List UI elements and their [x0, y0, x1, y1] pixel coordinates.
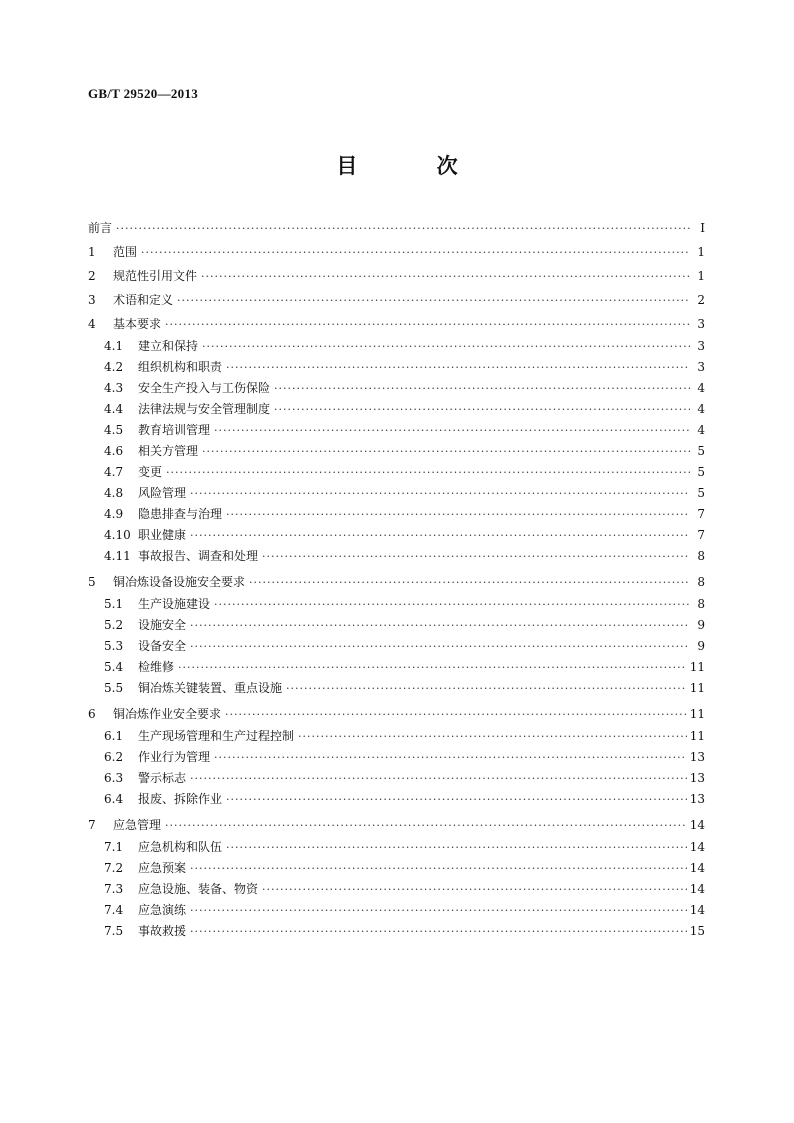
toc-entry-page: 14 — [689, 882, 705, 896]
toc-entry-page: 1 — [697, 245, 705, 259]
toc-entry[interactable] — [88, 615, 705, 636]
dot-leader — [286, 678, 687, 699]
toc-entry-page: 4 — [697, 381, 705, 395]
toc-entry-label: 设备安全 — [138, 639, 187, 653]
toc-entry[interactable] — [88, 678, 705, 699]
toc-entry-label: 应急设施、装备、物资 — [138, 882, 259, 896]
toc-entry-label: 术语和定义 — [113, 293, 174, 307]
toc-entry-label: 风险管理 — [138, 486, 187, 500]
dot-leader — [214, 747, 687, 768]
toc-entry-number: 7.1 — [104, 840, 124, 854]
toc-entry[interactable] — [88, 441, 705, 462]
toc-entry-number: 7.2 — [104, 861, 124, 875]
toc-entry-number: 6.2 — [104, 750, 124, 764]
toc-entry[interactable] — [88, 837, 705, 858]
dot-leader — [262, 546, 690, 567]
toc-entry-number: 5.1 — [104, 597, 124, 611]
toc-entry-page: 14 — [689, 861, 705, 875]
toc-entry[interactable] — [88, 813, 705, 837]
toc-entry[interactable] — [88, 546, 705, 567]
toc-entry[interactable] — [88, 399, 705, 420]
toc-entry-number: 6.4 — [104, 792, 124, 806]
toc-entry-page: 11 — [689, 681, 705, 695]
toc-entry[interactable] — [88, 483, 705, 504]
toc-entry-label: 范围 — [113, 245, 138, 259]
toc-entry-page: 1 — [697, 269, 705, 283]
toc-entry[interactable] — [88, 288, 705, 312]
toc-entry-page: 7 — [697, 528, 705, 542]
toc-entry-page: 5 — [697, 444, 705, 458]
toc-entry-number: 5.3 — [104, 639, 124, 653]
toc-entry-label: 基本要求 — [113, 317, 162, 331]
toc-entry-page: 8 — [697, 549, 705, 563]
dot-leader — [226, 357, 690, 378]
toc-entry-number: 7 — [88, 818, 96, 832]
toc-entry[interactable] — [88, 504, 705, 525]
toc-entry-label: 警示标志 — [138, 771, 187, 785]
dot-leader — [249, 571, 690, 595]
toc-entry[interactable] — [88, 420, 705, 441]
toc-entry-label: 法律法规与安全管理制度 — [138, 402, 271, 416]
dot-leader — [190, 900, 687, 921]
dot-leader — [190, 483, 690, 504]
toc-entry-number: 4.1 — [104, 339, 124, 353]
dot-leader — [214, 420, 690, 441]
toc-entry[interactable] — [88, 216, 705, 240]
toc-entry-label: 应急机构和队伍 — [138, 840, 223, 854]
toc-entry[interactable] — [88, 789, 705, 810]
toc-entry-number: 4.10 — [104, 528, 131, 542]
toc-entry-page: 9 — [697, 618, 705, 632]
toc-entry[interactable] — [88, 702, 705, 726]
toc-entry-label: 检维修 — [138, 660, 175, 674]
toc-entry-page: 5 — [697, 486, 705, 500]
toc-entry[interactable] — [88, 264, 705, 288]
toc-entry-page: 7 — [697, 507, 705, 521]
toc-entry-number: 4 — [88, 317, 96, 331]
toc-entry-number: 4.4 — [104, 402, 124, 416]
toc-entry-number: 2 — [88, 269, 96, 283]
toc-entry-page: 15 — [689, 924, 705, 938]
toc-entry-page: 8 — [697, 575, 705, 589]
page-title: 目 次 — [336, 154, 494, 178]
toc-entry[interactable] — [88, 747, 705, 768]
dot-leader — [225, 703, 687, 727]
toc-entry-label: 应急管理 — [113, 818, 162, 832]
toc-entry-number: 5.2 — [104, 618, 124, 632]
dot-leader — [165, 313, 690, 337]
dot-leader — [178, 657, 687, 678]
dot-leader — [274, 378, 690, 399]
dot-leader — [116, 217, 690, 241]
dot-leader — [177, 289, 690, 313]
toc-entry[interactable] — [88, 240, 705, 264]
toc-entry[interactable] — [88, 594, 705, 615]
toc-entry-number: 5.4 — [104, 660, 124, 674]
toc-entry-label: 规范性引用文件 — [113, 269, 198, 283]
dot-leader — [201, 265, 690, 289]
toc-entry-number: 4.6 — [104, 444, 124, 458]
toc-entry[interactable] — [88, 900, 705, 921]
toc-entry-number: 6.1 — [104, 729, 124, 743]
toc-entry-page: 13 — [689, 792, 705, 806]
dot-leader — [274, 399, 690, 420]
standard-code: GB/T 29520—2013 — [88, 86, 199, 101]
toc-entry-number: 4.11 — [104, 549, 131, 563]
toc-entry-page: 3 — [697, 339, 705, 353]
dot-leader — [214, 594, 690, 615]
toc-entry[interactable] — [88, 879, 705, 900]
dot-leader — [298, 726, 687, 747]
toc-entry-label: 生产设施建设 — [138, 597, 211, 611]
toc-entry-label: 铜冶炼作业安全要求 — [113, 707, 222, 721]
toc-entry-page: 2 — [697, 293, 705, 307]
toc-entry[interactable] — [88, 312, 705, 336]
toc-entry[interactable] — [88, 462, 705, 483]
toc-entry[interactable] — [88, 768, 705, 789]
dot-leader — [226, 837, 687, 858]
toc-entry[interactable] — [88, 657, 705, 678]
dot-leader — [190, 921, 687, 942]
toc-entry[interactable] — [88, 858, 705, 879]
toc-entry-label: 相关方管理 — [138, 444, 199, 458]
toc-entry-page: 3 — [697, 360, 705, 374]
toc-entry-label: 职业健康 — [138, 528, 187, 542]
toc-entry-page: I — [700, 221, 705, 235]
toc-entry[interactable] — [88, 525, 705, 546]
toc-entry-number: 6.3 — [104, 771, 124, 785]
toc-entry-number: 7.5 — [104, 924, 124, 938]
toc-entry-number: 7.4 — [104, 903, 124, 917]
toc-entry[interactable] — [88, 336, 705, 357]
dot-leader — [165, 814, 687, 838]
toc-entry-label: 组织机构和职责 — [138, 360, 223, 374]
dot-leader — [190, 615, 690, 636]
toc-entry-label: 应急预案 — [138, 861, 187, 875]
dot-leader — [262, 879, 687, 900]
toc-entry[interactable] — [88, 357, 705, 378]
toc-entry-label: 应急演练 — [138, 903, 187, 917]
toc-entry-number: 6 — [88, 707, 96, 721]
toc-entry-page: 13 — [689, 771, 705, 785]
toc-entry-number: 7.3 — [104, 882, 124, 896]
toc-entry[interactable] — [88, 378, 705, 399]
toc-entry-label: 前言 — [88, 221, 113, 235]
dot-leader — [226, 504, 690, 525]
toc-entry-page: 11 — [689, 660, 705, 674]
toc-entry-page: 14 — [689, 818, 705, 832]
toc-entry-label: 报废、拆除作业 — [138, 792, 223, 806]
toc-entry-page: 11 — [689, 707, 705, 721]
toc-entry[interactable] — [88, 726, 705, 747]
dot-leader — [190, 525, 690, 546]
toc-entry-page: 9 — [697, 639, 705, 653]
toc-entry-page: 14 — [689, 840, 705, 854]
dot-leader — [202, 441, 690, 462]
dot-leader — [190, 768, 687, 789]
dot-leader — [141, 241, 690, 265]
toc-entry-label: 生产现场管理和生产过程控制 — [138, 729, 295, 743]
toc-entry-number: 1 — [88, 245, 96, 259]
toc-entry-number: 5 — [88, 575, 96, 589]
toc-entry-number: 5.5 — [104, 681, 124, 695]
dot-leader — [190, 858, 687, 879]
toc-entry-page: 3 — [697, 317, 705, 331]
toc-entry-page: 8 — [697, 597, 705, 611]
toc-entry-page: 4 — [697, 423, 705, 437]
toc-entry[interactable] — [88, 570, 705, 594]
toc-entry-label: 建立和保持 — [138, 339, 199, 353]
toc-entry-label: 作业行为管理 — [138, 750, 211, 764]
toc-entry-page: 11 — [689, 729, 705, 743]
toc-entry-page: 5 — [697, 465, 705, 479]
toc-entry-number: 4.2 — [104, 360, 124, 374]
toc-entry-number: 4.5 — [104, 423, 124, 437]
toc-entry-label: 铜冶炼设备设施安全要求 — [113, 575, 246, 589]
toc-entry[interactable] — [88, 921, 705, 942]
toc-entry-number: 3 — [88, 293, 96, 307]
table-of-contents — [88, 216, 705, 942]
dot-leader — [226, 789, 687, 810]
toc-entry-page: 4 — [697, 402, 705, 416]
dot-leader — [166, 462, 690, 483]
toc-entry-label: 事故报告、调查和处理 — [138, 549, 259, 563]
toc-entry-label: 安全生产投入与工伤保险 — [138, 381, 271, 395]
toc-entry[interactable] — [88, 636, 705, 657]
toc-entry-label: 隐患排查与治理 — [138, 507, 223, 521]
dot-leader — [202, 336, 690, 357]
toc-entry-number: 4.7 — [104, 465, 124, 479]
toc-entry-label: 铜冶炼关键装置、重点设施 — [138, 681, 283, 695]
toc-entry-label: 教育培训管理 — [138, 423, 211, 437]
toc-entry-page: 14 — [689, 903, 705, 917]
toc-entry-page: 13 — [689, 750, 705, 764]
toc-entry-label: 事故救援 — [138, 924, 187, 938]
dot-leader — [190, 636, 690, 657]
toc-entry-number: 4.9 — [104, 507, 124, 521]
toc-entry-label: 设施安全 — [138, 618, 187, 632]
toc-entry-number: 4.3 — [104, 381, 124, 395]
toc-entry-label: 变更 — [138, 465, 163, 479]
toc-entry-number: 4.8 — [104, 486, 124, 500]
